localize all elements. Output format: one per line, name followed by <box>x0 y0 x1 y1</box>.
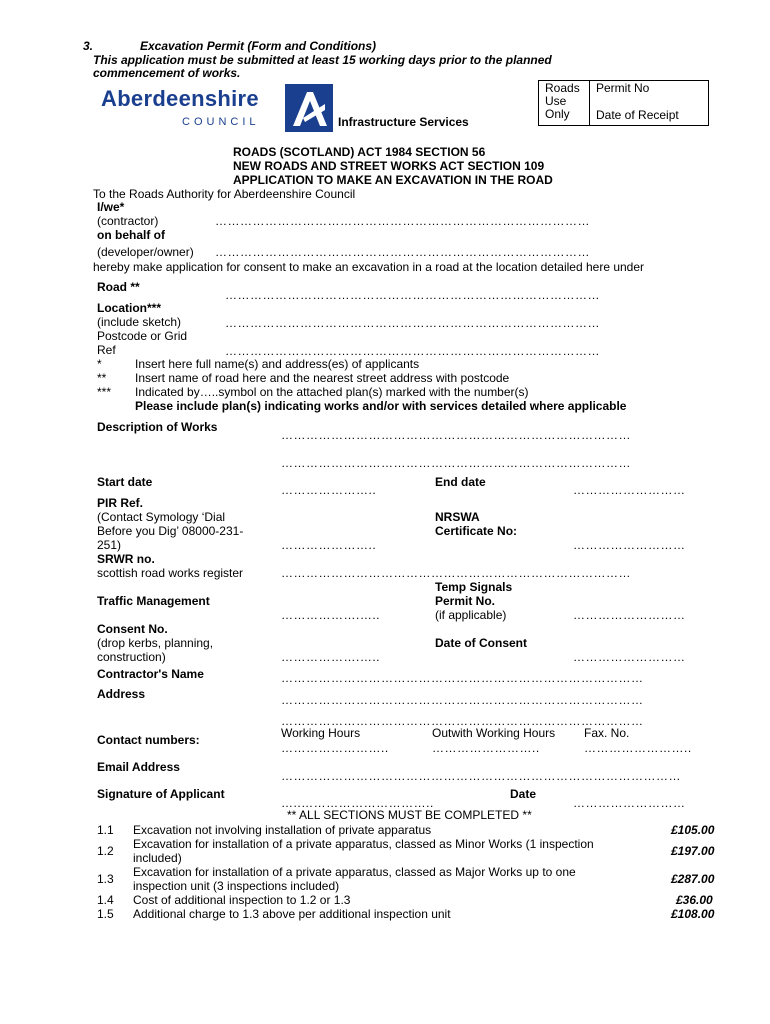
srwr-sub: scottish road works register <box>97 566 244 580</box>
note-3-mark: *** <box>97 385 112 399</box>
section-title: Excavation Permit (Form and Conditions) <box>140 39 377 53</box>
end-date-label: End date <box>435 475 486 489</box>
address-label: Address <box>97 687 146 701</box>
fee-amount: £197.00 <box>671 844 715 858</box>
pir-ref-label: PIR Ref. <box>97 496 144 510</box>
fee-text: Cost of additional inspection to 1.2 or 1.3 <box>133 893 351 907</box>
location-label: Location*** <box>97 301 162 315</box>
developer-label: (developer/owner) <box>97 245 194 259</box>
signature-date-field[interactable]: ……………………… <box>573 796 686 810</box>
title-line-2: NEW ROADS AND STREET WORKS ACT SECTION 109 <box>233 159 545 173</box>
consent-sub-2: construction) <box>97 650 166 664</box>
address-field-2[interactable]: …………………………………………………………………………… <box>281 714 644 728</box>
certificate-label: Certificate No: <box>435 524 518 538</box>
outwith-label: Outwith Working Hours <box>432 726 556 740</box>
ref-label: Ref <box>97 343 116 357</box>
fax-label: Fax. No. <box>584 726 630 740</box>
if-applicable-label: (if applicable) <box>435 608 507 622</box>
fee-amount: £287.00 <box>671 872 715 886</box>
title-line-3: APPLICATION TO MAKE AN EXCAVATION IN THE ROAD <box>233 173 553 187</box>
start-date-field[interactable]: ………………….. <box>281 483 377 497</box>
fax-field[interactable]: …………………….. <box>584 741 692 755</box>
developer-field[interactable]: ……………………………………………………………………………… <box>215 245 590 259</box>
pir-contact-1: (Contact Symology ‘Dial <box>97 510 226 524</box>
temp-permit-label: Permit No. <box>435 594 496 608</box>
email-field[interactable]: …………………………………………………………………………………… <box>281 769 681 783</box>
fee-text: Excavation not involving installation of private apparatus <box>133 823 432 837</box>
on-behalf-label: on behalf of <box>97 228 165 242</box>
date-of-consent-field[interactable]: ……………………… <box>573 650 686 664</box>
fee-num: 1.3 <box>97 872 114 886</box>
address-field-1[interactable]: …………………………………………………………………………… <box>281 693 644 707</box>
contractor-label: (contractor) <box>97 214 159 228</box>
fee-num: 1.4 <box>97 893 114 907</box>
signature-field[interactable]: …..………………………….. <box>281 796 434 810</box>
pir-ref-field[interactable]: ………………….. <box>281 538 377 552</box>
consent-sub-1: (drop kerbs, planning, <box>97 636 214 650</box>
fee-text-cont: included) <box>133 851 182 865</box>
contractor-name-label: Contractor's Name <box>97 667 204 681</box>
iwe-label: I/we* <box>97 200 125 214</box>
section-number: 3. <box>83 39 94 53</box>
date-of-consent-label: Date of Consent <box>435 636 528 650</box>
contractor-field[interactable]: ……………………………………………………………………………… <box>215 214 590 228</box>
description-label: Description of Works <box>97 420 218 434</box>
road-label: Road ** <box>97 280 140 294</box>
description-field-2[interactable]: ………………………………………………………………………… <box>281 456 631 470</box>
email-label: Email Address <box>97 760 180 774</box>
temp-permit-field[interactable]: ……………………… <box>573 608 686 622</box>
traffic-label: Traffic Management <box>97 594 210 608</box>
department-name: Infrastructure Services <box>338 115 469 129</box>
description-field-1[interactable]: ………………………………………………………………………… <box>281 428 631 442</box>
note-1: Insert here full name(s) and address(es) of applicants <box>135 357 420 371</box>
signature-label: Signature of Applicant <box>97 787 225 801</box>
notice-line-1: This application must be submitted at least 15 working days prior to the planned <box>93 53 552 67</box>
permit-receipt-cell <box>590 81 709 126</box>
note-3: Indicated by…..symbol on the attached plan(s) marked with the number(s) <box>135 385 529 399</box>
fee-text: Excavation for installation of a private apparatus, classed as Major Works up to one <box>133 865 576 879</box>
working-hours-field[interactable]: …………………….. <box>281 741 389 755</box>
fee-num: 1.5 <box>97 907 114 921</box>
nrswa-label: NRSWA <box>435 510 480 524</box>
fee-num: 1.1 <box>97 823 114 837</box>
note-1-mark: * <box>97 357 102 371</box>
working-hours-label: Working Hours <box>281 726 361 740</box>
outwith-field[interactable]: …………………….. <box>432 741 540 755</box>
fee-text: Additional charge to 1.3 above per additional inspection unit <box>133 907 451 921</box>
traffic-field[interactable]: ……………….….. <box>281 608 381 622</box>
postcode-label: Postcode or Grid <box>97 329 188 343</box>
contact-numbers-label: Contact numbers: <box>97 733 200 747</box>
fee-amount: £105.00 <box>671 823 715 837</box>
title-line-1: ROADS (SCOTLAND) ACT 1984 SECTION 56 <box>233 145 486 159</box>
contractor-name-field[interactable]: …………………………………………………………………………… <box>281 671 644 685</box>
fee-amount: £108.00 <box>671 907 715 921</box>
srwr-field[interactable]: ………………………………………………………………………… <box>281 566 631 580</box>
note-4: Please include plan(s) indicating works and/or with services detailed where applicable <box>135 399 627 413</box>
end-date-field[interactable]: ……………………… <box>573 483 686 497</box>
permit-no-label: Permit No <box>596 81 650 95</box>
fee-amount: £36.00 <box>676 893 713 907</box>
roads-use-label: Roads Use Only <box>539 81 590 126</box>
start-date-label: Start date <box>97 475 153 489</box>
notice-line-2: commencement of works. <box>93 66 241 80</box>
council-logo-name: Aberdeenshire <box>101 86 259 111</box>
location-field[interactable]: ……………………………………………………………………………… <box>225 316 600 330</box>
date-label: Date <box>510 787 537 801</box>
fee-text: Excavation for installation of a private apparatus, classed as Minor Works (1 inspection <box>133 837 594 851</box>
all-sections-notice: ** ALL SECTIONS MUST BE COMPLETED ** <box>287 808 532 822</box>
date-of-receipt-label: Date of Receipt <box>596 108 679 122</box>
roads-use-only-box <box>538 80 709 126</box>
pir-contact-3: 251) <box>97 538 122 552</box>
srwr-label: SRWR no. <box>97 552 155 566</box>
temp-signals-label: Temp Signals <box>435 580 513 594</box>
include-sketch-label: (include sketch) <box>97 315 182 329</box>
hereby-text: hereby make application for consent to make an excavation in a road at the location detailed here under <box>93 260 645 274</box>
pir-contact-2: Before you Dig’ 08000-231- <box>97 524 244 538</box>
consent-no-label: Consent No. <box>97 622 168 636</box>
road-field[interactable]: ……………………………………………………………………………… <box>225 288 600 302</box>
to-authority: To the Roads Authority for Aberdeenshire Council <box>93 187 356 201</box>
council-logo-icon <box>285 84 333 132</box>
fee-text-cont: inspection unit (3 inspections included) <box>133 879 340 893</box>
nrswa-field[interactable]: ……………………… <box>573 538 686 552</box>
fee-num: 1.2 <box>97 844 114 858</box>
note-2: Insert name of road here and the nearest street address with postcode <box>135 371 510 385</box>
note-2-mark: ** <box>97 371 107 385</box>
postcode-field[interactable]: ……………………………………………………………………………… <box>225 344 600 358</box>
consent-no-field[interactable]: ……………….….. <box>281 650 381 664</box>
council-logo-sub: COUNCIL <box>182 116 260 128</box>
